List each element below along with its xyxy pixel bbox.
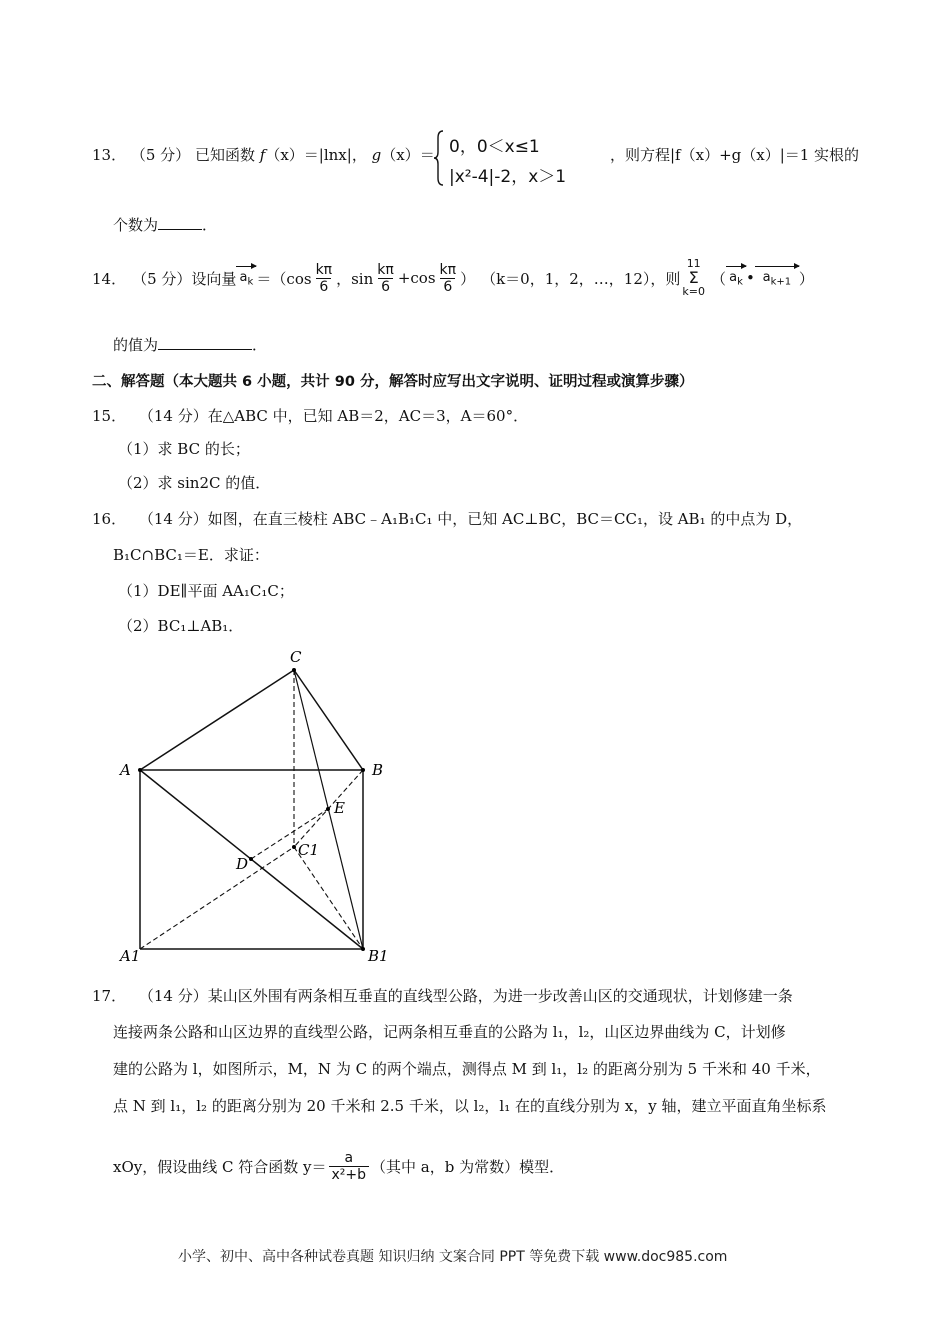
q17-line5 bbox=[113, 1146, 564, 1186]
q14-frac-num-b: kπ bbox=[377, 261, 394, 278]
vector-a-k1 bbox=[755, 266, 799, 290]
q17-frac-den: x²+b bbox=[329, 1166, 370, 1183]
piecewise-brace-icon bbox=[433, 128, 445, 188]
q17-line1-text: （14 分）某山区外围有两条相互垂直的直线型公路，为进一步改善山区的交通现状，计划修建一条 bbox=[138, 987, 793, 1005]
q17-line3: 建的公路为 l，如图所示，M，N 为 C 的两个端点，测得点 M 到 l₁，l₂ 的距离分别为 5 千米和 40 千米， bbox=[113, 1060, 821, 1078]
q17-line4: 点 N 到 l₁，l₂ 的距离分别为 20 千米和 2.5 千米，以 l₂，l₁ 在的直线分别为 x，y 轴，建立平面直角坐标系 bbox=[113, 1097, 827, 1115]
q14-vec-sub: k bbox=[247, 276, 254, 288]
q16-number: 16． bbox=[92, 510, 127, 528]
q16-stem bbox=[92, 508, 802, 529]
q17-frac-num: a bbox=[344, 1149, 354, 1166]
label-A1: A1 bbox=[120, 947, 141, 965]
q13-tail: ，则方程|f（x）+g（x）|＝1 实根的 bbox=[610, 146, 860, 164]
q14-vec-a: a bbox=[239, 270, 248, 286]
q13-line2: 个数为 ． bbox=[113, 216, 218, 234]
sigma-sum bbox=[682, 258, 705, 298]
q14-vec-sub2: k bbox=[737, 276, 743, 288]
q14-eq: ＝（cos bbox=[256, 269, 312, 288]
q13-number: 13． bbox=[92, 146, 127, 164]
q17-number: 17． bbox=[92, 987, 127, 1005]
q15-part2: （2）求 sin2C 的值． bbox=[118, 474, 271, 492]
frac-a-over-x2b bbox=[329, 1150, 370, 1183]
dot-product-icon: • bbox=[746, 269, 755, 287]
label-B1: B1 bbox=[368, 947, 389, 965]
label-D: D bbox=[236, 855, 249, 873]
q13-line2-text: 个数为 bbox=[113, 216, 159, 234]
q15-stem bbox=[92, 405, 528, 426]
q14-period: ． bbox=[252, 336, 268, 354]
q14-frac-num: kπ bbox=[315, 261, 333, 278]
answer-blank-13[interactable] bbox=[158, 215, 202, 230]
frac-kpi-6-c bbox=[438, 262, 459, 295]
q13-stem: 已知函数 bbox=[194, 146, 255, 164]
q14-line2-text: 的值为 bbox=[113, 336, 159, 354]
q17-line5a: xOy，假设曲线 C 符合函数 y＝ bbox=[113, 1157, 327, 1176]
label-C1: C1 bbox=[298, 841, 320, 859]
q13-lnx: ＝|lnx|， bbox=[303, 146, 367, 164]
q14-range: （k＝0，1，2，…，12），则 bbox=[481, 269, 681, 288]
q14-sum-top: 11 bbox=[686, 257, 701, 270]
q14-number: 14． bbox=[92, 269, 127, 288]
q13-g: g bbox=[371, 146, 382, 164]
q14-vec-a3: a bbox=[762, 270, 771, 286]
vector-a-k bbox=[236, 266, 256, 290]
q13-x: （x） bbox=[265, 146, 304, 164]
point-A bbox=[138, 768, 142, 772]
q14-line2 bbox=[113, 334, 267, 355]
q17-line5b: （其中 a，b 为常数）模型． bbox=[371, 1157, 565, 1176]
q15-stem-text: （14 分）在△ABC 中，已知 AB＝2，AC＝3，A＝60°． bbox=[138, 407, 529, 425]
answer-blank-14[interactable] bbox=[158, 335, 252, 350]
q14-frac-num-c: kπ bbox=[439, 261, 457, 278]
q15-number: 15． bbox=[92, 407, 127, 425]
q14-frac-den-c: 6 bbox=[440, 278, 455, 295]
q13-case2: |x²-4|-2，x＞1 bbox=[449, 167, 567, 187]
label-C: C bbox=[290, 648, 302, 666]
edge-A1-C1 bbox=[140, 847, 294, 949]
q14-vec-a2: a bbox=[729, 270, 738, 286]
page-footer: 小学、初中、高中各种试卷真题 知识归纳 文案合同 PPT 等免费下载 www.doc985.com bbox=[178, 1249, 728, 1265]
q14-close: ） bbox=[460, 269, 476, 288]
edge-C-B bbox=[294, 670, 363, 770]
vector-arrow-icon bbox=[236, 266, 256, 271]
q14-line1 bbox=[92, 256, 814, 300]
prism-figure bbox=[110, 645, 410, 975]
label-E: E bbox=[334, 799, 345, 817]
q14-sin: ，sin bbox=[336, 269, 374, 288]
q14-stem: 设向量 bbox=[191, 269, 237, 288]
q14-score: （5 分） bbox=[132, 269, 192, 288]
q16-line2: B₁C∩BC₁＝E．求证： bbox=[113, 546, 269, 564]
frac-kpi-6-b bbox=[375, 262, 396, 295]
q14-open: （ bbox=[710, 269, 726, 288]
point-C bbox=[292, 668, 296, 672]
vector-arrow-icon bbox=[755, 266, 799, 271]
sigma-icon: Σ bbox=[688, 268, 699, 287]
q13-case1: 0，0＜x≤1 bbox=[449, 137, 540, 157]
label-A: A bbox=[120, 761, 131, 779]
point-B1 bbox=[361, 947, 365, 951]
q13-f: f bbox=[259, 146, 266, 164]
q16-part1: （1）DE∥平面 AA₁C₁C； bbox=[118, 582, 294, 600]
q17-line1 bbox=[92, 985, 793, 1006]
q13-line1 bbox=[92, 144, 435, 165]
vector-arrow-icon bbox=[726, 266, 746, 271]
point-E bbox=[326, 807, 330, 811]
q13-score: （5 分） bbox=[130, 146, 191, 164]
vector-a-k-2 bbox=[726, 266, 746, 290]
label-B: B bbox=[372, 761, 384, 779]
q17-line2: 连接两条公路和山区边界的直线型公路，记两条相互垂直的公路为 l₁，l₂，山区边界曲线为 C，计划修 bbox=[113, 1023, 786, 1041]
q13-x2: （x） bbox=[381, 146, 420, 164]
q14-sum-bot: k=0 bbox=[682, 285, 705, 298]
q14-cos: +cos bbox=[397, 269, 436, 287]
q14-frac-den-b: 6 bbox=[378, 278, 393, 295]
frac-kpi-6 bbox=[314, 262, 335, 295]
q15-part1: （1）求 BC 的长； bbox=[118, 440, 250, 458]
q13-eq: ＝ bbox=[419, 146, 435, 164]
q14-frac-den: 6 bbox=[316, 278, 331, 295]
q14-close-paren: ） bbox=[798, 269, 814, 288]
q14-vec-sub3: k+1 bbox=[770, 276, 792, 288]
section-heading: 二、解答题（本大题共 6 小题，共计 90 分，解答时应写出文字说明、证明过程或演算步骤） bbox=[92, 374, 694, 390]
point-D bbox=[249, 857, 253, 861]
edge-A-C bbox=[140, 670, 294, 770]
q16-part2: （2）BC₁⊥AB₁． bbox=[118, 617, 244, 635]
q16-stem-text: （14 分）如图，在直三棱柱 ABC﹣A₁B₁C₁ 中，已知 AC⊥BC，BC＝CC₁，设 AB₁ 的中点为 D， bbox=[138, 510, 803, 528]
point-B bbox=[361, 768, 365, 772]
q13-piecewise bbox=[433, 128, 603, 188]
edge-C1-B1 bbox=[294, 847, 363, 949]
point-C1 bbox=[292, 845, 296, 849]
